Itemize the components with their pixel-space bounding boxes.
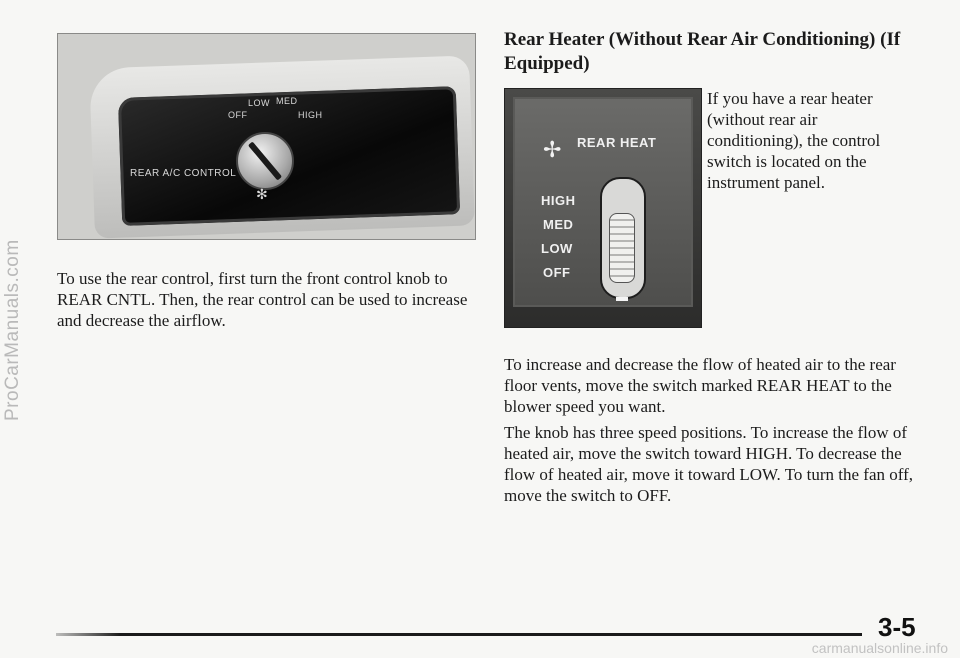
paragraph-1: To increase and decrease the flow of heated air to the rear floor vents, move the switch marked REAR HEAT to the blower speed you want. bbox=[504, 355, 896, 416]
switch-slider bbox=[609, 213, 635, 283]
off-indicator bbox=[616, 297, 628, 301]
label-off: OFF bbox=[228, 110, 248, 120]
fan-speed-knob bbox=[236, 132, 294, 190]
paragraph-2: The knob has three speed positions. To increase the flow of heated air, move the switch toward HIGH. To decrease the flow of heated air, move it toward LOW. To turn the fan off, move the switch to OFF. bbox=[504, 423, 914, 505]
label-rear-ac-control: REAR A/C CONTROL bbox=[130, 168, 237, 179]
label-med: MED bbox=[543, 217, 574, 232]
label-off: OFF bbox=[543, 265, 571, 280]
left-paragraph: To use the rear control, first turn the front control knob to REAR CNTL. Then, the rear control can be used to increase and decrease the airflow. bbox=[57, 269, 468, 330]
watermark-side: ProCarManuals.com bbox=[2, 239, 23, 421]
label-rear-heat: REAR HEAT bbox=[577, 135, 657, 150]
side-paragraph: If you have a rear heater (without rear air conditioning), the control switch is located on the instrument panel. bbox=[707, 89, 881, 192]
label-med: MED bbox=[276, 96, 298, 106]
fan-icon: ✢ bbox=[543, 137, 562, 162]
rear-heat-switch-photo bbox=[504, 88, 702, 328]
footer-rule bbox=[56, 633, 862, 636]
watermark-footer: carmanualsonline.info bbox=[811, 640, 948, 656]
label-low: LOW bbox=[541, 241, 573, 256]
label-high: HIGH bbox=[298, 110, 323, 120]
page-number: 3-5 bbox=[878, 612, 916, 642]
knob-pointer bbox=[248, 141, 282, 180]
section-heading: Rear Heater (Without Rear Air Conditioning) (If Equipped) bbox=[504, 29, 901, 74]
fan-icon: ✻ bbox=[256, 186, 269, 202]
label-low: LOW bbox=[248, 98, 271, 108]
rear-ac-control-photo bbox=[57, 33, 476, 240]
label-high: HIGH bbox=[541, 193, 576, 208]
